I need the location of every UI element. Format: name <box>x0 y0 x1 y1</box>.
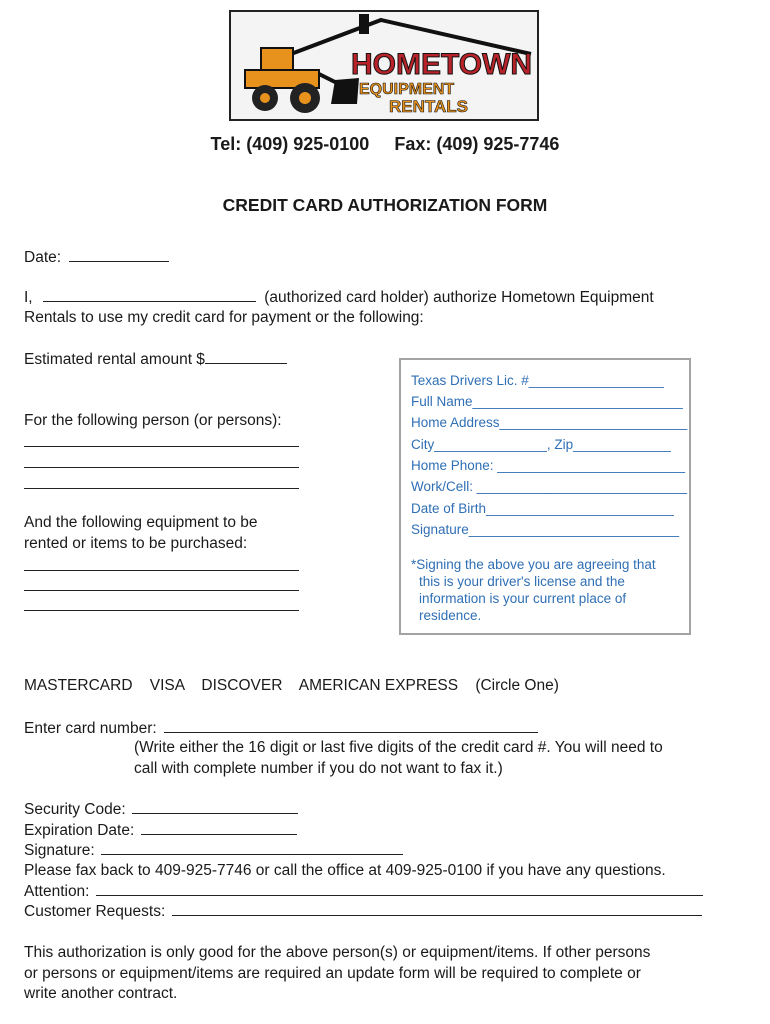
equipment-label: And the following equipment to be <box>24 514 258 531</box>
authorization-disclaimer <box>24 943 744 1005</box>
expiration-date-row <box>24 820 297 841</box>
disclaimer-line-1: This authorization is only good for the above person(s) or equipment/items. If other persons <box>24 944 651 961</box>
contact-numbers <box>0 134 770 155</box>
date-field[interactable] <box>69 247 169 262</box>
home-phone-field[interactable]: Home Phone: _________________________ <box>411 458 686 473</box>
signature-field[interactable] <box>101 840 403 855</box>
attention-label: Attention: <box>24 883 90 900</box>
equipment-line-1[interactable] <box>24 570 299 571</box>
card-number-field[interactable] <box>164 718 538 733</box>
signature-label: Signature: <box>24 842 95 859</box>
i-label: I, <box>24 289 33 306</box>
expiration-date-label: Expiration Date: <box>24 822 135 839</box>
drivers-license-field[interactable]: Texas Drivers Lic. #__________________ <box>411 373 664 388</box>
expiration-date-field[interactable] <box>141 820 297 835</box>
signature-row <box>24 840 403 861</box>
attention-row <box>24 881 703 902</box>
authorization-text: (authorized card holder) authorize Hometown Equipment <box>264 289 654 306</box>
work-cell-field[interactable]: Work/Cell: ____________________________ <box>411 479 687 494</box>
cardholder-name-field[interactable] <box>43 287 256 302</box>
svg-text:EQUIPMENT: EQUIPMENT <box>359 81 455 98</box>
customer-requests-label: Customer Requests: <box>24 903 166 920</box>
card-number-row <box>24 718 538 739</box>
equipment-line-3[interactable] <box>24 610 299 611</box>
license-agreement-note <box>411 556 686 624</box>
home-address-field[interactable]: Home Address_________________________ <box>411 415 688 430</box>
equipment-line-2[interactable] <box>24 590 299 591</box>
svg-text:HOMETOWN: HOMETOWN <box>351 48 533 81</box>
note-line-1: *Signing the above you are agreeing that <box>411 557 656 572</box>
card-number-note-1: (Write either the 16 digit or last five digits of the credit card #. You will need to <box>134 739 663 756</box>
form-title: CREDIT CARD AUTHORIZATION FORM <box>222 195 548 215</box>
card-number-note-2: call with complete number if you do not want to fax it.) <box>134 760 503 777</box>
persons-label: For the following person (or persons): <box>24 412 282 429</box>
fax-instruction: Please fax back to 409-925-7746 or call the office at 409-925-0100 if you have any questions. <box>24 862 666 879</box>
person-line-2[interactable] <box>24 467 299 468</box>
authorization-text-continued: Rentals to use my credit card for payment or the following: <box>24 309 424 326</box>
estimated-amount-label: Estimated rental amount $ <box>24 351 205 368</box>
telephone-number: Tel: (409) 925-0100 <box>210 134 370 154</box>
note-line-2: this is your driver's license and the <box>419 574 625 589</box>
city-zip-field[interactable]: City_______________, Zip_____________ <box>411 437 671 452</box>
card-number-label: Enter card number: <box>24 720 157 737</box>
fax-number: Fax: (409) 925-7746 <box>394 134 560 154</box>
note-line-3: information is your current place of <box>419 591 627 606</box>
security-code-field[interactable] <box>132 799 298 814</box>
customer-requests-row <box>24 901 702 922</box>
date-label: Date: <box>24 249 62 266</box>
person-line-3[interactable] <box>24 488 299 489</box>
license-signature-field[interactable]: Signature____________________________ <box>411 522 680 537</box>
note-line-4: residence. <box>419 608 482 623</box>
equipment-label-continued: rented or items to be purchased: <box>24 535 248 552</box>
full-name-field[interactable]: Full Name____________________________ <box>411 394 683 409</box>
svg-text:RENTALS: RENTALS <box>389 97 469 116</box>
authorization-row <box>24 287 654 308</box>
customer-requests-field[interactable] <box>172 901 702 916</box>
drivers-license-box <box>399 358 691 635</box>
security-code-row <box>24 799 298 820</box>
card-type-options[interactable]: MASTERCARD VISA DISCOVER AMERICAN EXPRESS (Circle One) <box>24 677 559 694</box>
date-row <box>24 247 169 268</box>
estimated-amount-field[interactable] <box>205 349 287 364</box>
person-line-1[interactable] <box>24 446 299 447</box>
attention-field[interactable] <box>96 881 703 896</box>
security-code-label: Security Code: <box>24 801 126 818</box>
logo-graphic <box>231 12 537 119</box>
disclaimer-line-3: write another contract. <box>24 985 178 1002</box>
company-logo <box>229 10 539 121</box>
estimated-amount-row <box>24 349 287 370</box>
date-of-birth-field[interactable]: Date of Birth_________________________ <box>411 501 674 516</box>
disclaimer-line-2: or persons or equipment/items are required an update form will be required to complete or <box>24 964 641 982</box>
